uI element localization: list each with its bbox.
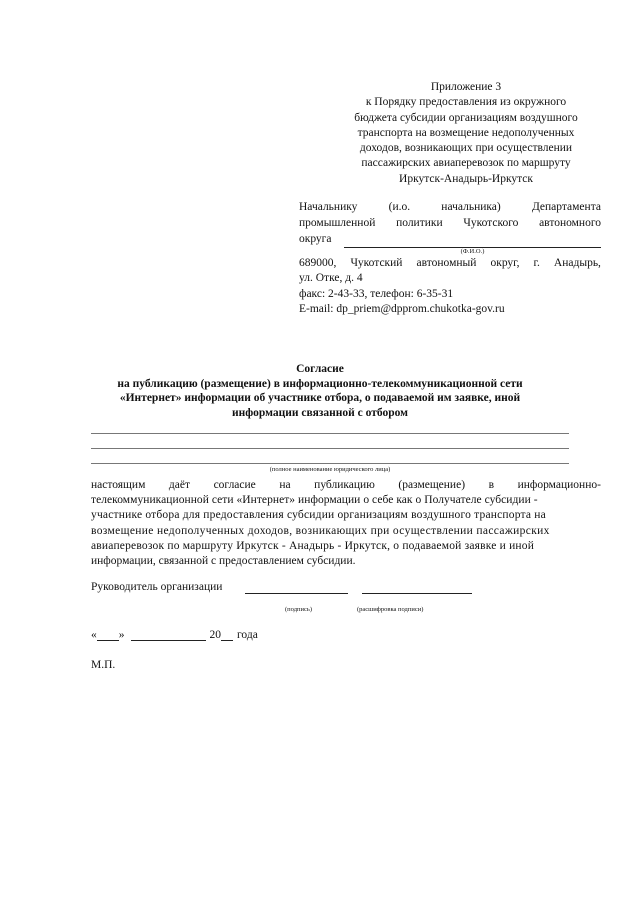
annex-header — [332, 80, 600, 187]
year-prefix: 20 — [209, 629, 221, 641]
addressee-line-2 — [299, 216, 601, 232]
phone-line: факс: 2-43-33, телефон: 6-35-31 — [299, 287, 454, 300]
annex-line: к Порядку предоставления из окружного — [365, 96, 567, 109]
head-label: Руководитель организации — [91, 581, 223, 593]
word: публикацию — [314, 479, 375, 491]
word: автономного — [539, 216, 601, 229]
body-line-5: авиаперевозок по маршруту Иркутск - Анадырь - Иркутск, о подаваемой заявке и иной — [91, 539, 535, 552]
body-line-1 — [91, 478, 601, 493]
word: (размещение) — [398, 479, 466, 491]
signature-caption: (подпись) — [285, 606, 312, 613]
word: Чукотского — [463, 216, 519, 229]
body-line-2: телекоммуникационной сети «Интернет» информации о себе как о Получателе субсидии - — [91, 494, 538, 507]
signature-input-line[interactable] — [245, 593, 348, 594]
legal-entity-caption: (полное наименование юридического лица) — [269, 466, 391, 473]
fio-caption: (Ф.И.О.) — [460, 247, 485, 255]
word: Департамента — [531, 201, 601, 213]
addressee-block — [299, 200, 601, 318]
word: Анадырь, — [553, 256, 601, 269]
body-line-4: возмещение недополученных доходов, возникающих при осуществлении пассажирских — [91, 524, 550, 537]
annex-line: транспорта на возмещение недополученных — [357, 126, 575, 139]
word: (и.о. — [388, 201, 411, 213]
signature-decode-caption: (расшифровка подписи) — [357, 606, 424, 613]
address-line-2: ул. Отке, д. 4 — [299, 272, 363, 284]
word: Начальнику — [299, 201, 358, 213]
body-line-6: информации, связанной с предоставлением субсидии. — [91, 555, 356, 568]
addressee-line-1 — [299, 200, 601, 216]
word: промышленной — [299, 216, 376, 229]
word: согласие — [213, 479, 256, 491]
open-quote: « — [91, 629, 97, 641]
addressee-line-3 — [299, 232, 601, 248]
body-line-3: участнике отбора для предоставления субсидии организациям воздушного транспорта на — [91, 509, 546, 522]
year-suffix: года — [237, 629, 258, 641]
month-input-line[interactable] — [131, 630, 206, 641]
day-input-line[interactable] — [97, 630, 119, 641]
word: в — [488, 479, 495, 491]
consent-title — [85, 362, 555, 420]
legal-entity-input-line[interactable] — [91, 433, 569, 434]
word: политики — [396, 216, 443, 229]
annex-line: Приложение 3 — [430, 81, 502, 93]
word: настоящим — [91, 479, 146, 491]
word: г. — [533, 256, 540, 269]
signature-decode-input-line[interactable] — [362, 593, 472, 594]
word: информационно- — [517, 479, 601, 491]
email-line: E-mail: dp_priem@dpprom.chukotka-gov.ru — [299, 303, 505, 315]
word: автономный — [416, 256, 477, 269]
close-quote: » — [118, 629, 125, 641]
word: даёт — [168, 479, 191, 491]
address-line-1 — [299, 256, 601, 272]
word: начальника) — [441, 201, 501, 213]
year-input-line[interactable] — [221, 630, 233, 641]
title-line: информации связанной с отбором — [231, 406, 409, 419]
annex-line: пассажирских авиаперевозок по маршруту — [361, 157, 571, 170]
annex-line: Иркутск-Анадырь-Иркутск — [399, 172, 533, 185]
date-line — [91, 629, 258, 641]
title-line: на публикацию (размещение) в информационно-телекоммуникационной сети — [117, 377, 523, 390]
okrug-label: округа — [299, 233, 332, 245]
word: Чукотский — [350, 256, 403, 269]
word: 689000, — [299, 256, 337, 269]
annex-line: бюджета субсидии организациям воздушного — [354, 111, 578, 124]
stamp-place: М.П. — [91, 659, 116, 671]
title-line: «Интернет» информации об участнике отбора, о подаваемой им заявке, иной — [119, 392, 521, 404]
fio-input-line[interactable] — [344, 235, 601, 248]
word: округ, — [490, 256, 520, 269]
consent-body — [91, 478, 601, 569]
annex-line: доходов, возникающих при осуществлении — [359, 142, 573, 155]
word: на — [279, 479, 291, 491]
legal-entity-input-line[interactable] — [91, 448, 569, 449]
title-line: Согласие — [296, 363, 344, 375]
legal-entity-input-line[interactable] — [91, 463, 569, 464]
